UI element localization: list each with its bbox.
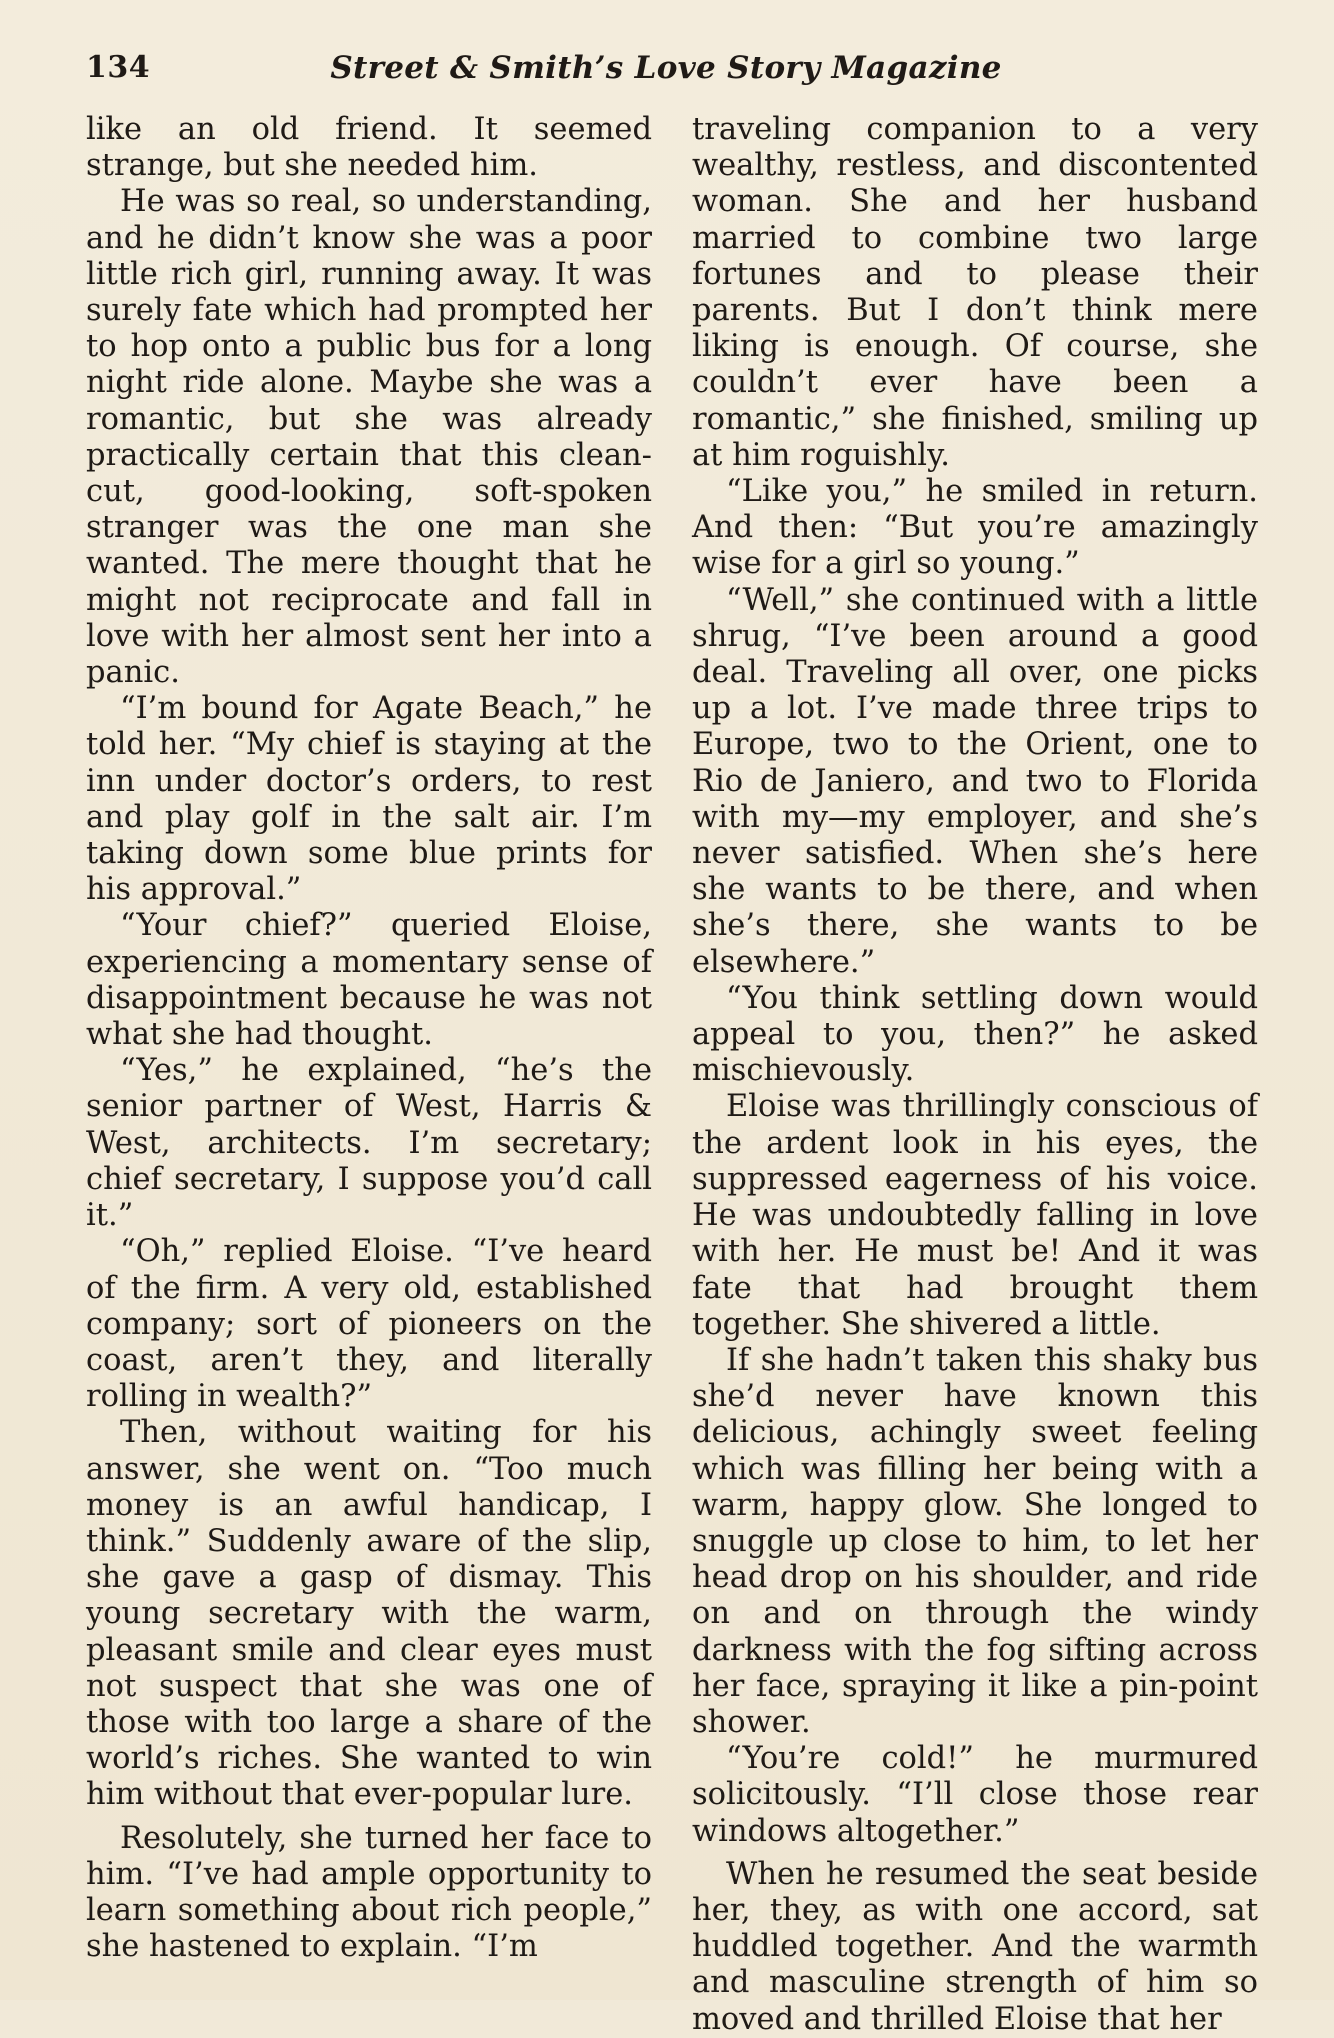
- paragraph: Resolutely, she turned her face to him. “I’ve had ample opportunity to learn something about rich people,” she hastened to explain. “I’m: [86, 1820, 652, 1965]
- paragraph: “Oh,” replied Eloise. “I’ve heard of the firm. A very old, established company; sort of pioneers on the coast, aren’t they, and literally rolling in wealth?”: [86, 1234, 652, 1415]
- paragraph: traveling companion to a very wealthy, restless, and discontented woman. She and her husband married to combine two large fortunes and to please their parents. But I don’t think mere liking is enough. Of course, she couldn’t ever have been a romantic,” she finished, smiling up at him roguishly.: [692, 112, 1258, 473]
- paragraph: “Your chief?” queried Eloise, experiencing a momentary sense of disappointment because he was not what she had thought.: [86, 908, 652, 1053]
- paragraph: Eloise was thrillingly conscious of the ardent look in his eyes, the suppressed eagerness of his voice. He was undoubtedly falling in love with her. He must be! And it was fate that had brought them together. She shivered a little.: [692, 1089, 1258, 1342]
- paragraph: “Like you,” he smiled in return. And then: “But you’re amazingly wise for a girl so young.”: [692, 474, 1258, 582]
- paragraph: “Well,” she continued with a little shrug, “I’ve been around a good deal. Traveling all over, one picks up a lot. I’ve made three trips to Europe, two to the Orient, one to Rio de Janiero, and two to Florida with my—my employer, and she’s never satisfied. When she’s here she wants to be there, and when she’s there, she wants to be elsewhere.”: [692, 582, 1258, 980]
- paragraph: “Yes,” he explained, “he’s the senior partner of West, Harris & West, architects. I’m secretary; chief secretary, I suppose you’d call it.”: [86, 1053, 652, 1234]
- page-number: 134: [86, 50, 151, 85]
- paragraph: When he resumed the seat beside her, they, as with one accord, sat huddled together. And the warmth and masculine strength of him so moved and thrilled Eloise that her: [692, 1856, 1258, 2037]
- paragraph: like an old friend. It seemed strange, but she needed him.: [86, 112, 652, 184]
- left-text-column: [86, 112, 652, 1965]
- paragraph: “You think settling down would appeal to you, then?” he asked mischievously.: [692, 980, 1258, 1089]
- page-header: [86, 50, 1246, 98]
- magazine-title: Street & Smith’s Love Story Magazine: [330, 50, 1002, 86]
- paragraph: “You’re cold!” he murmured solicitously. “I’ll close those rear windows altogether.”: [692, 1741, 1258, 1849]
- paragraph: He was so real, so understanding, and he didn’t know she was a poor little rich girl, running away. It was surely fate which had prompted her to hop onto a public bus for a long night ride alone. Maybe she was a romantic, but she was already practically certain that this clean-cut, good-looking, soft-spoken stranger was the one man she wanted. The mere thought that he might not reciprocate and fall in love with her almost sent her into a panic.: [86, 184, 652, 691]
- paragraph: “I’m bound for Agate Beach,” he told her. “My chief is staying at the inn under doctor’s orders, to rest and play golf in the salt air. I’m taking down some blue prints for his approval.”: [86, 691, 652, 908]
- right-text-column: [692, 112, 1258, 2037]
- paragraph: If she hadn’t taken this shaky bus she’d never have known this delicious, achingly sweet feeling which was filling her being with a warm, happy glow. She longed to snuggle up close to him, to let her head drop on his shoulder, and ride on and on through the windy darkness with the fog sifting across her face, spraying it like a pin-point shower.: [692, 1342, 1258, 1740]
- paragraph: Then, without waiting for his answer, she went on. “Too much money is an awful handicap, I think.” Suddenly aware of the slip, she gave a gasp of dismay. This young secretary with the warm, pleasant smile and clear eyes must not suspect that she was one of those with too large a share of the world’s riches. She wanted to win him without that ever-popular lure.: [86, 1415, 652, 1813]
